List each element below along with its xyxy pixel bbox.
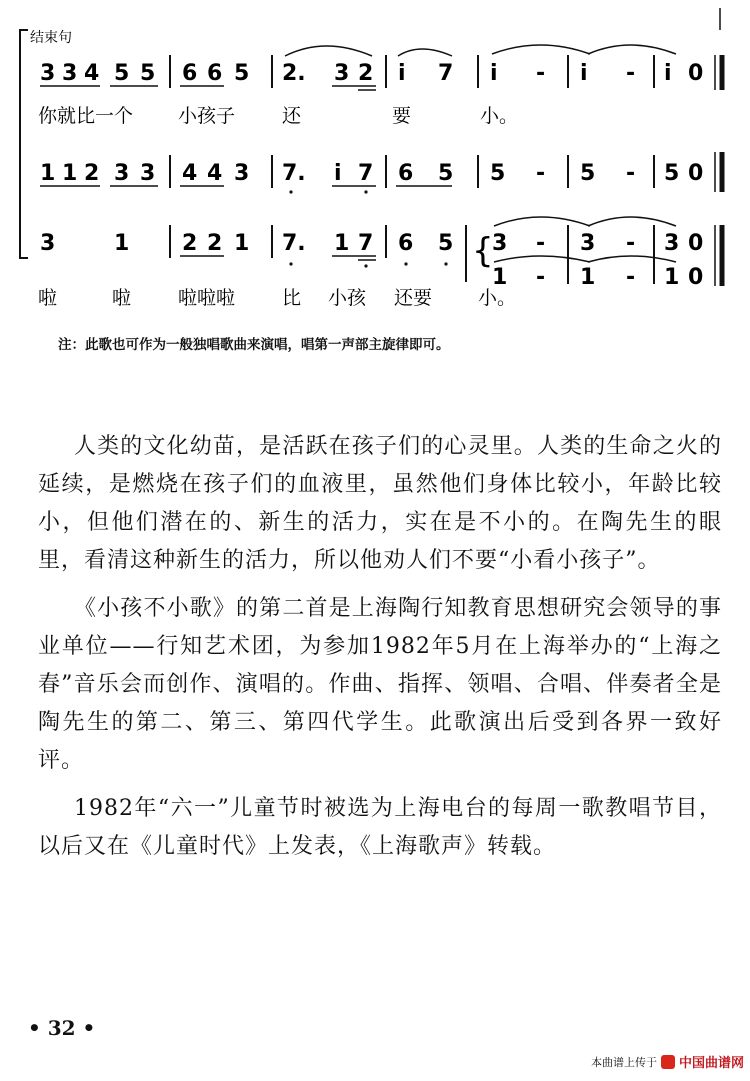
svg-text:4: 4: [84, 61, 100, 86]
watermark-footer: [591, 1052, 744, 1071]
svg-text:i: i: [398, 61, 406, 86]
svg-text:6: 6: [207, 61, 223, 86]
lyrics-row-3: [38, 287, 516, 309]
svg-text:你就比一个: 你就比一个: [38, 105, 134, 127]
svg-text:小孩: 小孩: [328, 287, 367, 309]
svg-text:5: 5: [580, 161, 596, 186]
svg-text:啦: 啦: [38, 287, 58, 309]
svg-text:-: -: [536, 161, 546, 186]
svg-text:7: 7: [358, 231, 374, 256]
svg-text:-: -: [626, 265, 636, 290]
lyrics-row-1: [38, 105, 518, 127]
svg-text:i: i: [334, 161, 342, 186]
svg-text:0: 0: [688, 161, 704, 186]
svg-text:-: -: [626, 231, 636, 256]
svg-text:1: 1: [114, 231, 130, 256]
svg-text:3: 3: [664, 231, 680, 256]
svg-text:-: -: [626, 61, 636, 86]
svg-text:0: 0: [688, 231, 704, 256]
svg-text:5: 5: [114, 61, 130, 86]
svg-text:i: i: [580, 61, 588, 86]
svg-text:7: 7: [438, 61, 454, 86]
svg-text:5: 5: [234, 61, 250, 86]
svg-text:3: 3: [580, 231, 596, 256]
site-brand: 中国曲谱网: [678, 1056, 744, 1071]
svg-text:7.: 7.: [282, 231, 306, 256]
paragraph: 人类的文化幼苗，是活跃在孩子们的心灵里。人类的生命之火的延续，是燃烧在孩子们的血液里，虽然他们身体比较小，年龄比较小，但他们潜在的、新生的活力，实在是不小的。在陶先生的眼里，看清这种新生的活力，所以他劝人们不要“小看小孩子”。: [38, 434, 722, 573]
svg-text:2: 2: [207, 231, 223, 256]
svg-text:5: 5: [664, 161, 680, 186]
svg-text:小孩子: 小孩子: [178, 105, 236, 127]
svg-text:7.: 7.: [282, 161, 306, 186]
svg-text:0: 0: [688, 265, 704, 290]
svg-text:5: 5: [140, 61, 156, 86]
paragraph: 1982年“六一”儿童节时被选为上海电台的每周一歌教唱节目，以后又在《儿童时代》上发表，《上海歌声》转载。: [38, 796, 722, 859]
svg-text:3: 3: [114, 161, 130, 186]
svg-text:5: 5: [438, 231, 454, 256]
music-score: [0, 0, 750, 310]
body-text: [38, 428, 722, 876]
svg-text:1: 1: [40, 161, 56, 186]
section-label: 结束句: [30, 30, 72, 46]
svg-text:0: 0: [688, 61, 704, 86]
svg-text:-: -: [536, 265, 546, 290]
svg-text:{: {: [472, 231, 494, 271]
score-row-1: [40, 45, 722, 90]
svg-text:7: 7: [358, 161, 374, 186]
svg-text:-: -: [536, 231, 546, 256]
svg-text:i: i: [664, 61, 672, 86]
svg-text:5: 5: [490, 161, 506, 186]
svg-text:还要: 还要: [394, 287, 433, 309]
svg-text:6: 6: [398, 231, 414, 256]
svg-text:3: 3: [40, 61, 56, 86]
upload-text: 本曲谱上传于: [590, 1055, 657, 1069]
svg-text:1: 1: [664, 265, 680, 290]
score-footnote: 注：此歌也可作为一般独唱歌曲来演唱，唱第一声部主旋律即可。: [58, 337, 450, 353]
score-row-3: [40, 217, 722, 290]
svg-text:4: 4: [182, 161, 198, 186]
svg-text:啦啦啦: 啦啦啦: [178, 287, 236, 309]
svg-text:6: 6: [398, 161, 414, 186]
svg-text:啦: 啦: [112, 287, 132, 309]
svg-text:还: 还: [282, 105, 302, 127]
svg-text:比: 比: [282, 287, 302, 309]
svg-text:要: 要: [392, 105, 412, 127]
svg-text:6: 6: [182, 61, 198, 86]
svg-text:2.: 2.: [282, 61, 306, 86]
svg-text:3: 3: [492, 231, 508, 256]
svg-text:1: 1: [492, 265, 508, 290]
svg-text:i: i: [490, 61, 498, 86]
svg-text:4: 4: [207, 161, 223, 186]
site-logo-icon: [661, 1055, 675, 1069]
svg-text:3: 3: [62, 61, 78, 86]
svg-text:1: 1: [62, 161, 78, 186]
svg-text:-: -: [626, 161, 636, 186]
svg-text:1: 1: [580, 265, 596, 290]
svg-text:小。: 小。: [478, 287, 517, 309]
svg-text:3: 3: [40, 231, 56, 256]
svg-text:3: 3: [234, 161, 250, 186]
system-bracket: [20, 30, 28, 258]
svg-text:2: 2: [182, 231, 198, 256]
svg-text:3: 3: [140, 161, 156, 186]
page-number: • 32 •: [28, 1016, 96, 1040]
svg-text:1: 1: [334, 231, 350, 256]
svg-text:3: 3: [334, 61, 350, 86]
svg-text:2: 2: [84, 161, 100, 186]
svg-text:1: 1: [234, 231, 250, 256]
svg-text:小。: 小。: [480, 105, 519, 127]
paragraph: 《小孩不小歌》的第二首是上海陶行知教育思想研究会领导的事业单位——行知艺术团，为参加1982年5月在上海举办的“上海之春”音乐会而创作、演唱的。作曲、指挥、领唱、合唱、伴奏者全是陶先生的第二、第三、第四代学生。此歌演出后受到各界一致好评。: [38, 596, 722, 773]
svg-text:2: 2: [358, 61, 374, 86]
svg-text:5: 5: [438, 161, 454, 186]
svg-text:-: -: [536, 61, 546, 86]
score-row-2: [40, 152, 722, 194]
